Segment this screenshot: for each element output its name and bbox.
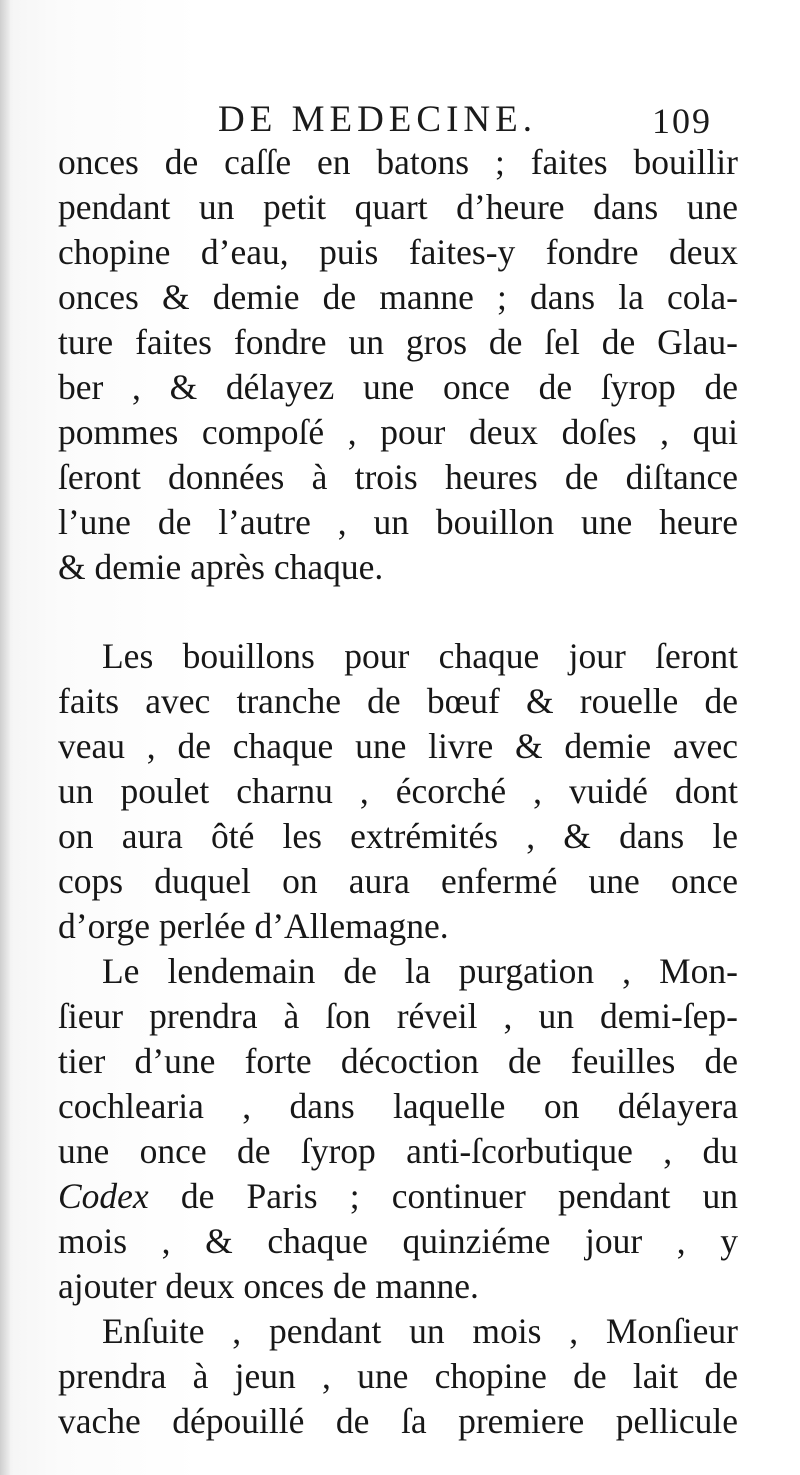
text-line-remainder: de Paris ; continuer pendant un [180, 1176, 739, 1216]
text-line: Les bouillons pour chaque jour ſeront [102, 636, 738, 676]
paragraph-2 [58, 634, 738, 949]
italic-word: Codex [58, 1176, 149, 1216]
text-line: chopine d’eau, puis faites-y fondre deux [58, 232, 738, 272]
text-line: veau , de chaque une livre & demie avec [58, 726, 738, 766]
text-line: ſeront données à trois heures de diſtance [58, 457, 738, 497]
page-number: 109 [652, 101, 712, 141]
running-head: DE MEDECINE. [218, 99, 537, 140]
text-line: l’une de l’autre , un bouillon une heure [58, 502, 738, 542]
text-line: ture faites fondre un gros de ſel de Glau- [58, 322, 738, 362]
text-line: on aura ôté les extrémités , & dans le [58, 816, 738, 856]
text-line: ajouter deux onces de manne. [58, 1266, 479, 1306]
text-line: onces & demie de manne ; dans la cola- [58, 277, 738, 317]
text-line: tier d’une forte décoction de feuilles de [58, 1041, 738, 1081]
text-line: onces de caſſe en batons ; faites bouillir [58, 142, 738, 182]
text-line: Le lendemain de la purgation , Mon- [102, 951, 738, 991]
text-line: mois , & chaque quinziéme jour , y [58, 1221, 738, 1261]
text-line: cops duquel on aura enfermé une once [58, 861, 738, 901]
text-line: vache dépouillé de ſa premiere pellicule [58, 1401, 738, 1441]
text-line: d’orge perlée d’Allemagne. [58, 906, 449, 946]
text-line: & demie après chaque. [58, 547, 384, 587]
text-line-with-italic [58, 1174, 738, 1219]
text-line: une once de ſyrop anti-ſcorbutique , du [58, 1131, 738, 1171]
text-line: ber , & délayez une once de ſyrop de [58, 367, 738, 407]
text-line: ſieur prendra à ſon réveil , un demi-ſep- [58, 996, 738, 1036]
text-line: prendra à jeun , une chopine de lait de [58, 1356, 738, 1396]
body-text [58, 140, 738, 1444]
paragraph-1 [58, 140, 738, 590]
text-line: faits avec tranche de bœuf & rouelle de [58, 681, 738, 721]
text-line: Enſuite , pendant un mois , Monſieur [102, 1311, 738, 1351]
paragraph-4 [58, 1309, 738, 1444]
paragraph-3 [58, 949, 738, 1309]
page-gutter-edge [0, 0, 10, 1475]
text-line: pommes compoſé , pour deux doſes , qui [58, 412, 738, 452]
text-line: pendant un petit quart d’heure dans une [58, 187, 738, 227]
text-line: cochlearia , dans laquelle on délayera [58, 1086, 738, 1126]
text-line: un poulet charnu , écorché , vuidé dont [58, 771, 738, 811]
paragraph-gap [58, 590, 738, 634]
